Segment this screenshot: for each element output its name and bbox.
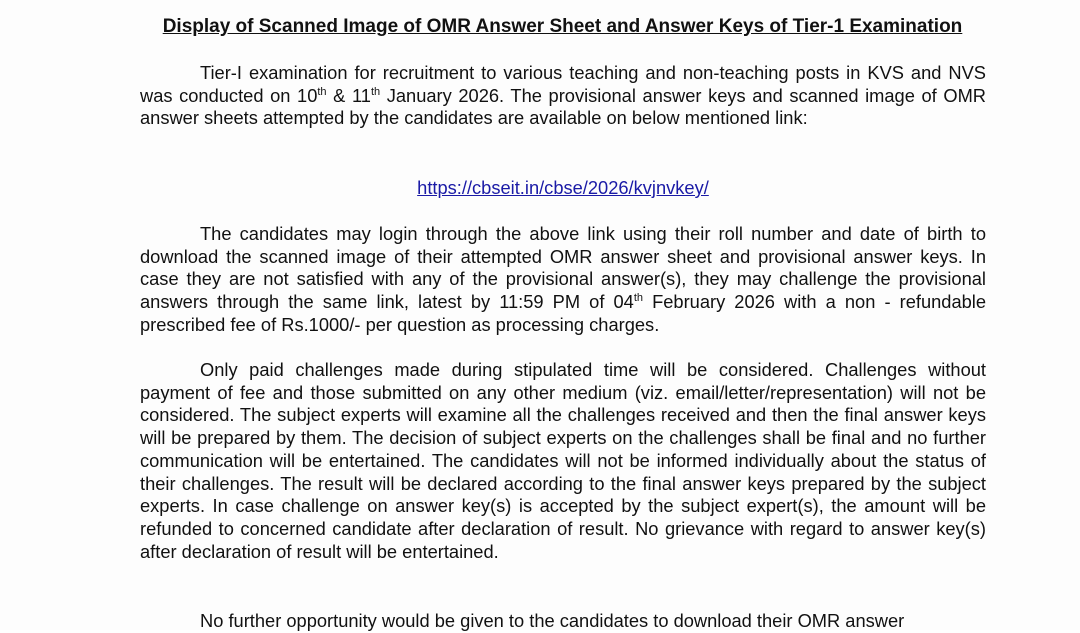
login-text-b: February 2026 with a non - refundable prescribed fee of Rs.1000/- per question as processing charges.: [140, 291, 987, 335]
final-notice-paragraph: No further opportunity would be given to the candidates to download their OMR answer: [200, 610, 905, 631]
superscript-th: th: [317, 85, 327, 98]
link-container: [140, 177, 986, 199]
login-text-a: The candidates may login through the above link using their roll number and date of birth to download the scanned image of their attempted OMR answer sheet and provisional answer keys. In case they are not satisfied with any of the provisional answer(s), they may challenge the provisional answers through the same link, latest by 11:59 PM of 04: [140, 223, 986, 313]
intro-text-b: & 11: [326, 84, 371, 106]
answer-key-link[interactable]: https://cbseit.in/cbse/2026/kvjnvkey/: [417, 177, 709, 198]
login-instructions-paragraph: [140, 223, 986, 337]
superscript-th: th: [633, 292, 644, 305]
intro-text-c: January 2026. The provisional answer keys and scanned image of OMR answer sheets attempted by the candidates are available on below mentioned link:: [140, 84, 986, 129]
superscript-th: th: [370, 85, 381, 98]
intro-paragraph: [140, 62, 986, 130]
intro-text-a: Tier-I examination for recruitment to various teaching and non-teaching posts in KVS and NVS was conducted on 10: [140, 62, 986, 106]
document-title: Display of Scanned Image of OMR Answer Sheet and Answer Keys of Tier-1 Examination: [162, 16, 963, 37]
challenge-rules-paragraph: Only paid challenges made during stipulated time will be considered. Challenges without payment of fee and those submitted on any other medium (viz. email/letter/representation) will not be considered. The subject experts will examine all the challenges received and then the final answer keys will be prepared by them. The decision of subject experts on the challenges shall be final and no further communication will be entertained. The candidates will not be informed individually about the status of their challenges. The result will be declared according to the final answer keys prepared by the subject experts. In case challenge on answer key(s) is accepted by the subject expert(s), the amount will be refunded to concerned candidate after declaration of result. No grievance with regard to answer key(s) after declaration of result will be entertained.: [140, 359, 986, 562]
